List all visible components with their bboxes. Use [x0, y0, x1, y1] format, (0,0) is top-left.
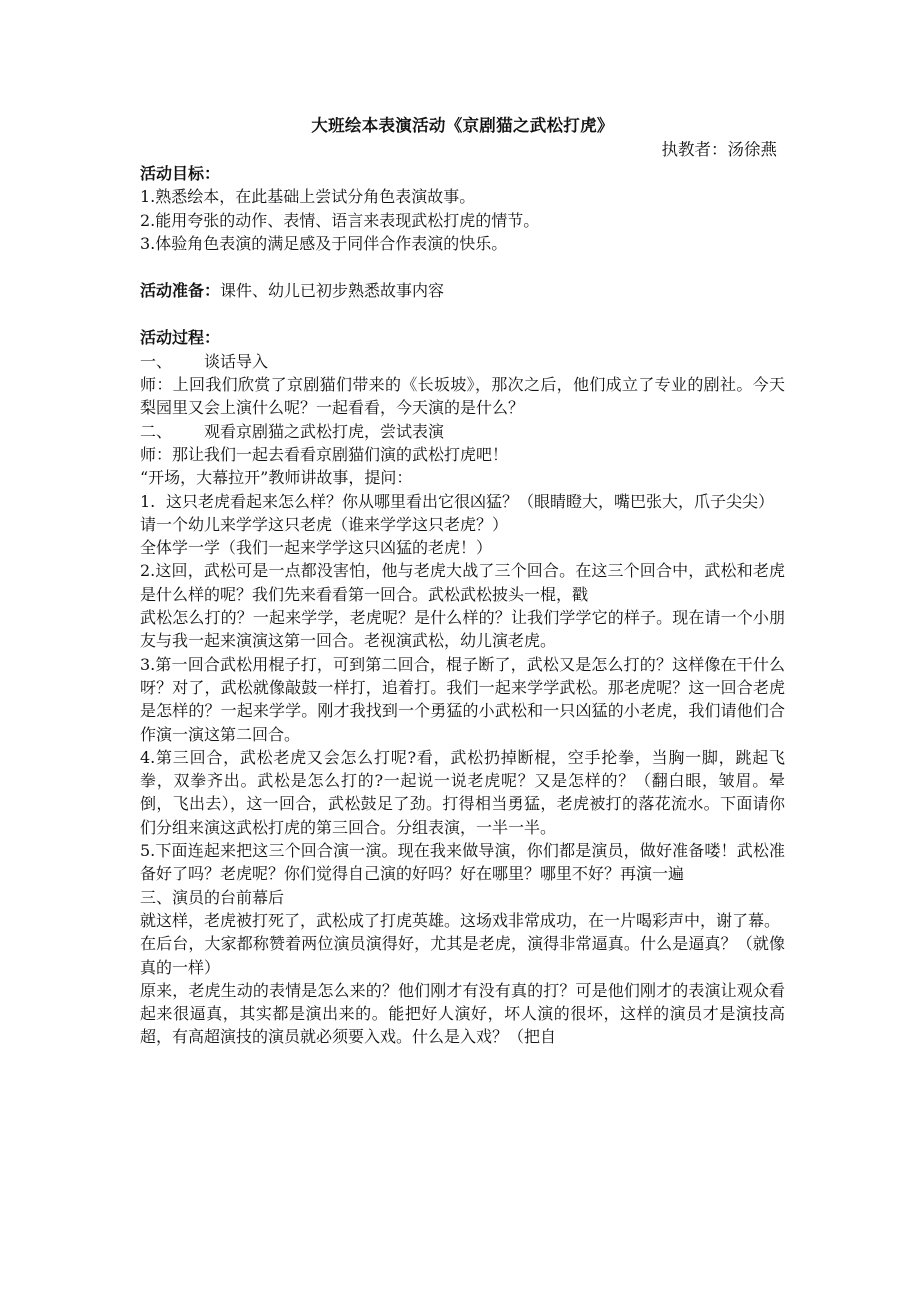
goal-item-3: 3.体验角色表演的满足感及于同伴合作表演的快乐。 — [140, 233, 508, 253]
document-title: 大班绘本表演活动《京剧猫之武松打虎》 — [311, 116, 614, 135]
paragraph-9: 4.第三回合，武松老虎又会怎么打呢?看，武松扔掉断棍，空手抡拳，当胸一脚，跳起飞拳，双拳齐出。武松是怎么打的?一起说一说老虎呢？又是怎样的？（翻白眼，皱眉。晕倒，飞出去），这一回合，武松鼓足了劲。打得相当勇猛，老虎被打的落花流水。下面请你们分组来演这武松打虎的第三回合。分组表演，一半一半。 — [140, 747, 785, 837]
paragraph-12: 在后台，大家都称赞着两位演员演得好，尤其是老虎，演得非常逼真。什么是逼真？（就像真的一样） — [140, 934, 785, 977]
paragraph-8: 3.第一回合武松用棍子打，可到第二回合，棍子断了，武松又是怎么打的？这样像在干什么呀？对了，武松就像敲鼓一样打，追着打。我们一起来学学武松。那老虎呢？这一回合老虎是怎样的？一起来学学。刚才我找到一个勇猛的小武松和一只凶猛的小老虎，我们请他们合作演一演这第二回合。 — [140, 654, 785, 744]
spacer — [140, 255, 785, 279]
goal-item-1: 1.熟悉绘本，在此基础上尝试分角色表演故事。 — [140, 187, 476, 207]
paragraph-7: 武松怎么打的？一起来学学，老虎呢？是什么样的？让我们学学它的样子。现在请一个小朋友与我一起来演演这第一回合。老视演武松，幼儿演老虎。 — [140, 608, 785, 651]
paragraph-11: 就这样，老虎被打死了，武松成了打虎英雄。这场戏非常成功，在一片喝彩声中，谢了幕。 — [140, 910, 781, 930]
paragraph-1: 师：上回我们欣赏了京剧猫们带来的《长坂坡》，那次之后，他们成立了专业的剧社。今天梨园里又会上演什么呢？一起看看，今天演的是什么？ — [140, 375, 785, 418]
preparation-text: 课件、幼儿已初步熟悉故事内容 — [220, 281, 445, 301]
goal-item-2: 2.能用夸张的动作、表情、语言来表现武松打虎的情节。 — [140, 210, 540, 230]
section-1-title: 谈话导入 — [204, 351, 269, 371]
paragraph-5: 全体学一学（我们一起来学学这只凶猛的老虎！） — [140, 538, 493, 558]
question-1 — [140, 490, 785, 513]
paragraph-2: 师：那让我们一起去看看京剧猫们演的武松打虎吧！ — [140, 444, 509, 464]
question-1-text: 这只老虎看起来怎么样？你从哪里看出它很凶猛？（眼睛瞪大，嘴巴张大，爪子尖尖） — [166, 491, 775, 511]
paragraph-6: 2.这回，武松可是一点都没害怕，他与老虎大战了三个回合。在这三个回合中，武松和老虎是什么样的呢？我们先来看看第一回合。武松武松披头一棍，戳 — [140, 561, 785, 604]
preparation-heading: 活动准备： — [140, 281, 221, 301]
goals-heading: 活动目标： — [140, 164, 221, 183]
paragraph-3: “开场，大幕拉开”教师讲故事，提问： — [140, 468, 413, 488]
section-2-title: 观看京剧猫之武松打虎，尝试表演 — [204, 421, 445, 441]
document-body — [140, 114, 785, 1049]
section-2-number: 二、 — [140, 421, 173, 441]
teacher-line: 执教者：汤徐燕 — [661, 140, 777, 159]
section-2-heading — [140, 420, 785, 443]
spacer — [140, 302, 785, 326]
process-heading: 活动过程： — [140, 328, 221, 348]
section-1-heading — [140, 350, 785, 373]
section-3-heading: 三、演员的台前幕后 — [140, 887, 285, 907]
paragraph-4: 请一个幼儿来学学这只老虎（谁来学学这只老虎？） — [140, 514, 509, 534]
question-1-number: 1. — [140, 491, 156, 511]
paragraph-10: 5.下面连起来把这三个回合演一演。现在我来做导演，你们都是演员，做好准备喽！武松准备好了吗？老虎呢？你们觉得自己演的好吗？好在哪里？哪里不好？再演一遍 — [140, 841, 785, 884]
preparation-line — [140, 279, 785, 302]
paragraph-13: 原来，老虎生动的表情是怎么来的？他们刚才有没有真的打？可是他们刚才的表演让观众看起来很逼真，其实都是演出来的。能把好人演好，坏人演的很坏，这样的演员才是演技高超，有高超演技的演员就必须要入戏。什么是入戏？（把自 — [140, 980, 785, 1047]
section-1-number: 一、 — [140, 351, 173, 371]
